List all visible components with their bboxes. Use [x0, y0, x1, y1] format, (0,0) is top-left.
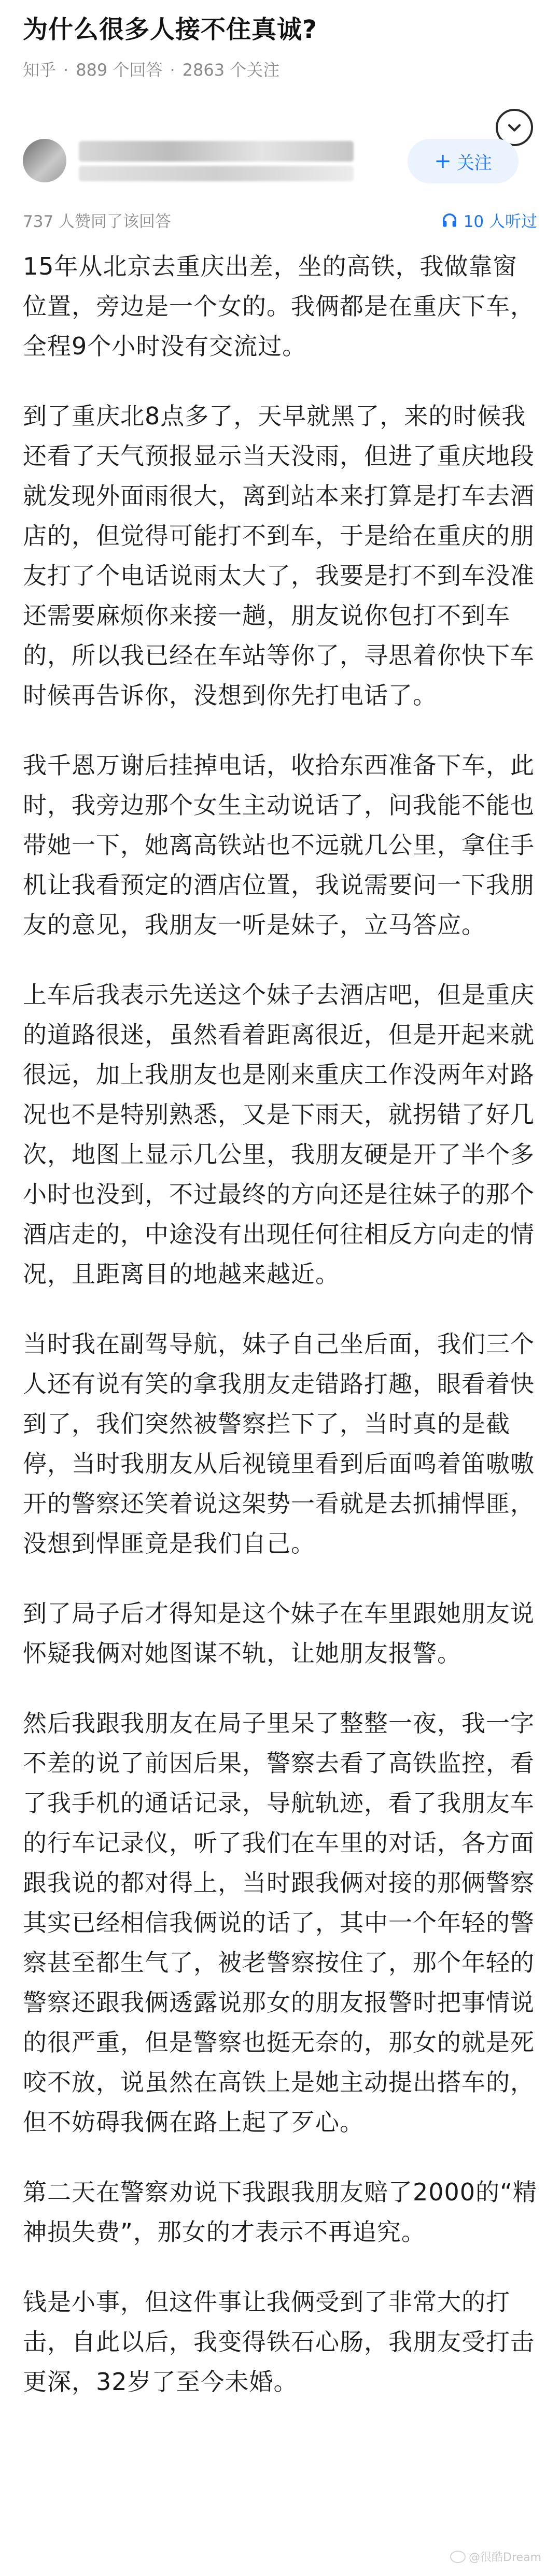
- answer-stats: [23, 208, 537, 231]
- author-description-blurred: [79, 166, 354, 181]
- answer-paragraph: 15年从北京去重庆出差，坐的高铁，我做靠窗位置，旁边是一个女的。我俩都是在重庆下车，全程9个小时没有交流过。: [23, 252, 535, 360]
- watermark-text: @很酷Dream: [469, 2551, 541, 2564]
- answer-count[interactable]: 889 个回答: [76, 60, 163, 80]
- avatar[interactable]: [23, 139, 66, 182]
- author-row: [23, 139, 537, 185]
- answer-paragraph: 当时我在副驾导航，妹子自己坐后面，我们三个人还有说有笑的拿我朋友走错路打趣，眼看着快到了，我们突然被警察拦下了，当时真的是截停，当时我朋友从后视镜里看到后面鸣着笛嗷嗷开的警察还笑着说这架势一看就是去抓捕悍匪，没想到悍匪竟是我们自己。: [23, 1330, 535, 1557]
- question-meta: [23, 57, 287, 81]
- weibo-logo-icon: [450, 2551, 466, 2563]
- upvote-count: 737 人赞同了该回答: [23, 212, 172, 231]
- follower-count: 2863 个关注: [182, 60, 280, 80]
- answer-paragraph: 钱是小事，但这件事让我俩受到了非常大的打击，自此以后，我变得铁石心肠，我朋友受打击更深，32岁了至今未婚。: [23, 2288, 535, 2396]
- plus-icon: +: [434, 149, 452, 173]
- answer-paragraph: 上车后我表示先送这个妹子去酒店吧，但是重庆的道路很迷，虽然看着距离很近，但是开起来就很远，加上我朋友也是刚来重庆工作没两年对路况也不是特别熟悉，又是下雨天，就拐错了好几次，地图上显示几公里，我朋友硬是开了半个多小时也没到，不过最终的方向还是往妹子的那个酒店走的，中途没有出现任何往相反方向走的情况，且距离目的地越来越近。: [23, 981, 535, 1288]
- meta-separator: ·: [170, 60, 175, 80]
- follow-label: 关注: [456, 152, 492, 174]
- meta-separator: ·: [63, 60, 69, 80]
- answer-paragraph: 我千恩万谢后挂掉电话，收拾东西准备下车，此时，我旁边那个女生主动说话了，问我能不能也带她一下，她离高铁站也不远就几公里，拿住手机让我看预定的酒店位置，我说需要问一下我朋友的意见，我朋友一听是妹子，立马答应。: [23, 751, 535, 939]
- answer-paragraph: 第二天在警察劝说下我跟我朋友赔了2000的“精神损失费”，那女的才表示不再追究。: [23, 2178, 537, 2246]
- author-name-blurred[interactable]: [79, 141, 354, 162]
- answer-paragraph: 然后我跟我朋友在局子里呆了整整一夜，我一字不差的说了前因后果，警察去看了高铁监控，看了我手机的通话记录，导航轨迹，看了我朋友车的行车记录仪，听了我们在车里的对话，各方面跟我说的都对得上，当时跟我俩对接的那俩警察其实已经相信我俩说的话了，其中一个年轻的警察甚至都生气了，被老警察按住了，那个年轻的警察还跟我俩透露说那女的朋友报警时把事情说的很严重，但是警察也挺无奈的，那女的就是死咬不放，说虽然在高铁上是她主动提出搭车的，但不妨碍我俩在路上起了歹心。: [23, 1709, 535, 2136]
- listener-count: 10 人听过: [463, 212, 537, 231]
- site-name: 知乎: [23, 60, 57, 80]
- headphones-icon: [441, 211, 458, 229]
- answer-body: [23, 247, 537, 2432]
- follow-button[interactable]: [408, 139, 519, 183]
- listen-button[interactable]: [441, 208, 537, 232]
- watermark: [450, 2549, 541, 2565]
- chevron-down-icon: [506, 119, 523, 136]
- answer-paragraph: 到了局子后才得知是这个妹子在车里跟她朋友说怀疑我俩对她图谋不轨，让她朋友报警。: [23, 1599, 535, 1667]
- question-title: 为什么很多人接不住真诚?: [23, 15, 317, 44]
- answer-paragraph: 到了重庆北8点多了，天早就黑了，来的时候我还看了天气预报显示当天没雨，但进了重庆地段就发现外面雨很大，离到站本来打算是打车去酒店的，但觉得可能打不到车，于是给在重庆的朋友打了个电话说雨太大了，我要是打不到车没准还需要麻烦你来接一趟，朋友说你包打不到车的，所以我已经在车站等你了，寻思着你快下车时候再告诉你，没想到你先打电话了。: [23, 402, 535, 709]
